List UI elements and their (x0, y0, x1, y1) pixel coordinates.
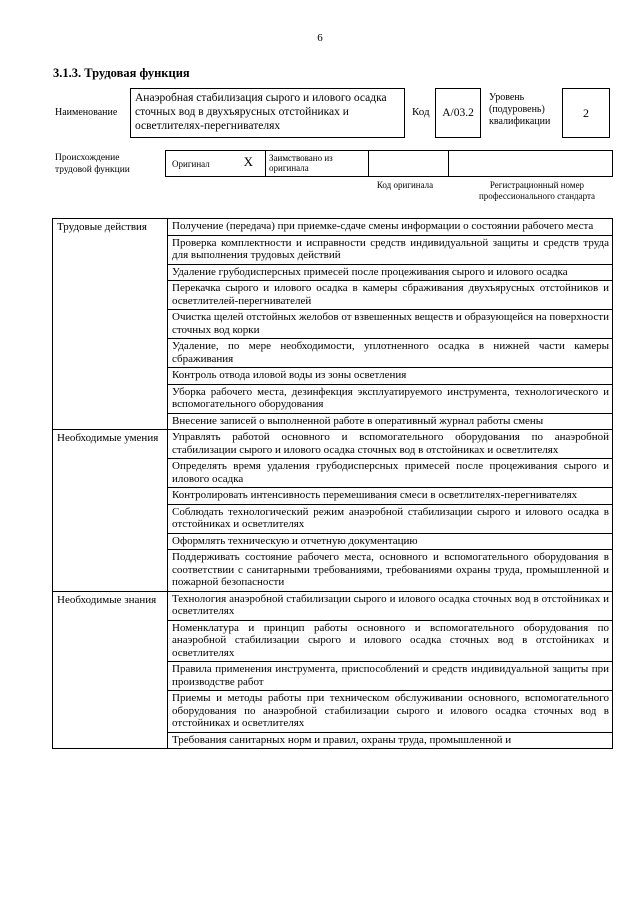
borrowed-label: Заимствовано из оригинала (269, 153, 333, 173)
labor-actions-title: Трудовые действия (53, 219, 168, 430)
code-original-label: Код оригинала (376, 180, 434, 190)
function-name-box (130, 88, 405, 138)
origin-row (165, 150, 613, 177)
labor-actions-item: Внесение записей о выполненной работе в оперативный журнал работы смены (168, 413, 613, 430)
table-row (53, 219, 613, 236)
required-knowledge-item: Приемы и методы работы при техническом обслуживании основного, вспомогательного оборудования по анаэробной стабилизации сырого и илового осадка сточных вод в отстойниках и осветлителях (168, 691, 613, 733)
level-box (562, 88, 610, 138)
required-skills-title: Необходимые умения (53, 430, 168, 592)
original-mark: X (243, 154, 253, 169)
required-skills-item: Управлять работой основного и вспомогательного оборудования по анаэробной стабилизации сырого и илового осадка сточных вод в отстойниках и осветлителях (168, 430, 613, 459)
reg-number-cell (449, 151, 612, 176)
labor-actions-item: Перекачка сырого и илового осадка в камеры сбраживания двухъярусных отстойников и осветлителей-перегнивателей (168, 281, 613, 310)
code-box (435, 88, 481, 138)
borrowed-cell (266, 151, 369, 176)
required-knowledge-item: Правила применения инструмента, приспособлений и средств индивидуальной защиты при производстве работ (168, 662, 613, 691)
name-label: Наименование (55, 107, 118, 118)
required-skills-item: Определять время удаления грубодисперсных примесей после процеживания сырого и илового осадка (168, 459, 613, 488)
required-knowledge-title: Необходимые знания (53, 591, 168, 749)
origin-label: Происхождение трудовой функции (55, 153, 130, 175)
page-number: 6 (317, 32, 323, 44)
labor-actions-item: Очистка щелей отстойных желобов от взвешенных веществ и образующейся на поверхности сточных вод корки (168, 310, 613, 339)
required-skills-item: Оформлять техническую и отчетную документацию (168, 533, 613, 550)
code-original-cell (369, 151, 449, 176)
required-skills-item: Поддерживать состояние рабочего места, основного и вспомогательного оборудования в соответствии с санитарными требованиями, требованиями охраны труда, промышленной и пожарной безопасности (168, 550, 613, 592)
labor-actions-item: Получение (передача) при приемке-сдаче смены информации о состоянии рабочего места (168, 219, 613, 236)
labor-actions-item: Удаление грубодисперсных примесей после процеживания сырого и илового осадка (168, 264, 613, 281)
table-row (53, 591, 613, 620)
section-title: 3.1.3. Трудовая функция (53, 66, 190, 80)
labor-actions-item: Проверка комплектности и исправности средств индивидуальной защиты и средств труда для выполнения трудовых действий (168, 235, 613, 264)
level-value: 2 (583, 105, 589, 120)
required-knowledge-item: Номенклатура и принцип работы основного и вспомогательного оборудования по анаэробной стабилизации сырого и илового осадка сточных вод в отстойниках и осветлителях (168, 620, 613, 662)
labor-actions-item: Контроль отвода иловой воды из зоны осветления (168, 368, 613, 385)
function-details-table (52, 218, 613, 749)
required-knowledge-item: Технология анаэробной стабилизации сырого и илового осадка сточных вод в отстойниках и осветлителях (168, 591, 613, 620)
required-skills-item: Соблюдать технологический режим анаэробной стабилизации сырого и илового осадка в отстойниках и осветлителях (168, 504, 613, 533)
level-label: Уровень (подуровень) квалификации (489, 92, 551, 127)
required-knowledge-item: Требования санитарных норм и правил, охраны труда, промышленной и (168, 732, 613, 749)
required-skills-item: Контролировать интенсивность перемешивания смеси в осветлителях-перегнивателях (168, 488, 613, 505)
table-row (53, 430, 613, 459)
labor-actions-item: Уборка рабочего места, дезинфекция эксплуатируемого инструмента, технологического и вспомогательного оборудования (168, 384, 613, 413)
original-label: Оригинал (172, 158, 210, 169)
reg-number-label: Регистрационный номер профессионального стандарта (478, 180, 596, 201)
function-name-value: Анаэробная стабилизация сырого и илового осадка сточных вод в двухъярусных отстойниках и осветлителях-перегнивателях (135, 92, 387, 132)
labor-actions-item: Удаление, по мере необходимости, уплотненного осадка в нижней части камеры сбраживания (168, 339, 613, 368)
original-cell (166, 151, 266, 176)
code-value: A/03.2 (442, 107, 474, 119)
code-label: Код (412, 106, 430, 118)
